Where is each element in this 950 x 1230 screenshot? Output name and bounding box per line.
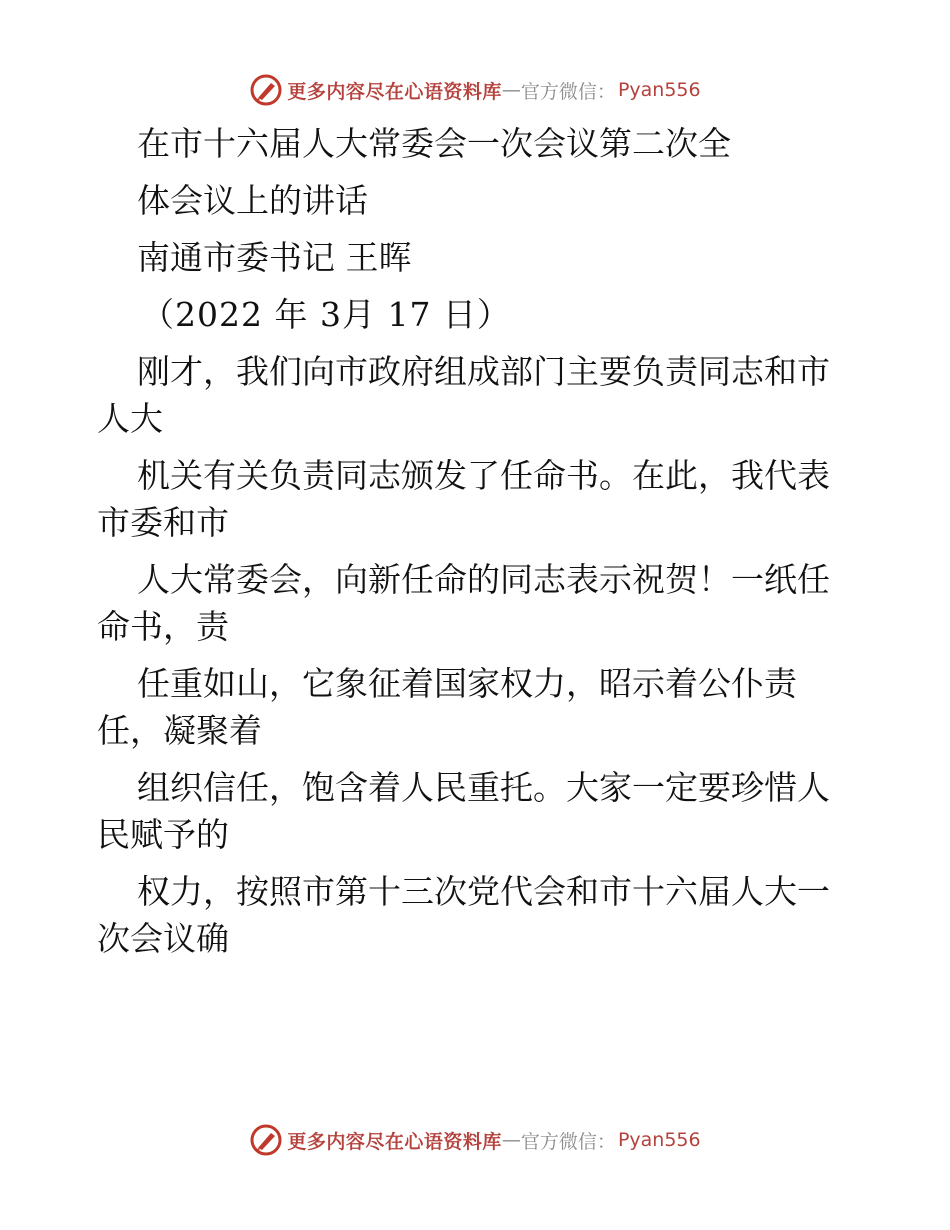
body-line: 任重如山，它象征着国家权力，昭示着公仆责 [137, 664, 797, 703]
banner-wechat-id: Pyan556 [617, 1129, 701, 1151]
doc-title-line-1: 在市十六届人大常委会一次会议第二次全 [137, 124, 731, 163]
doc-author: 南通市委书记 王晖 [137, 238, 412, 277]
pen-logo-icon [249, 73, 283, 107]
document-content [97, 120, 857, 962]
body-line: 命书，责 [97, 607, 229, 646]
body-line: 权力，按照市第十三次党代会和市十六届人大一 [137, 872, 830, 911]
banner-dash: — [501, 1129, 521, 1151]
body-line: 民赋予的 [97, 815, 229, 854]
banner-site-name: 更多内容尽在心语资料库 [287, 80, 502, 103]
body-line: 人大常委会，向新任命的同志表示祝贺！一纸任 [137, 560, 830, 599]
banner-wechat-id: Pyan556 [617, 79, 701, 101]
banner-wechat-label: 官方微信： [520, 80, 616, 103]
doc-title-line-2: 体会议上的讲话 [137, 181, 368, 220]
pen-logo-icon [249, 1123, 283, 1157]
body-line: 次会议确 [97, 919, 229, 958]
body-line: 人大 [97, 399, 163, 438]
body-line: 刚才，我们向市政府组成部门主要负责同志和市 [137, 352, 830, 391]
body-line: 组织信任，饱含着人民重托。大家一定要珍惜人 [137, 768, 830, 807]
footer-banner [0, 1120, 950, 1160]
banner-wechat-label: 官方微信： [520, 1130, 616, 1153]
body-line: 市委和市 [97, 503, 229, 542]
body-line: 机关有关负责同志颁发了任命书。在此，我代表 [137, 456, 830, 495]
doc-date: （2022 年 3月 17 日） [141, 295, 511, 334]
body-line: 任，凝聚着 [97, 711, 262, 750]
header-banner [0, 70, 950, 110]
banner-dash: — [501, 79, 521, 101]
banner-site-name: 更多内容尽在心语资料库 [287, 1130, 502, 1153]
